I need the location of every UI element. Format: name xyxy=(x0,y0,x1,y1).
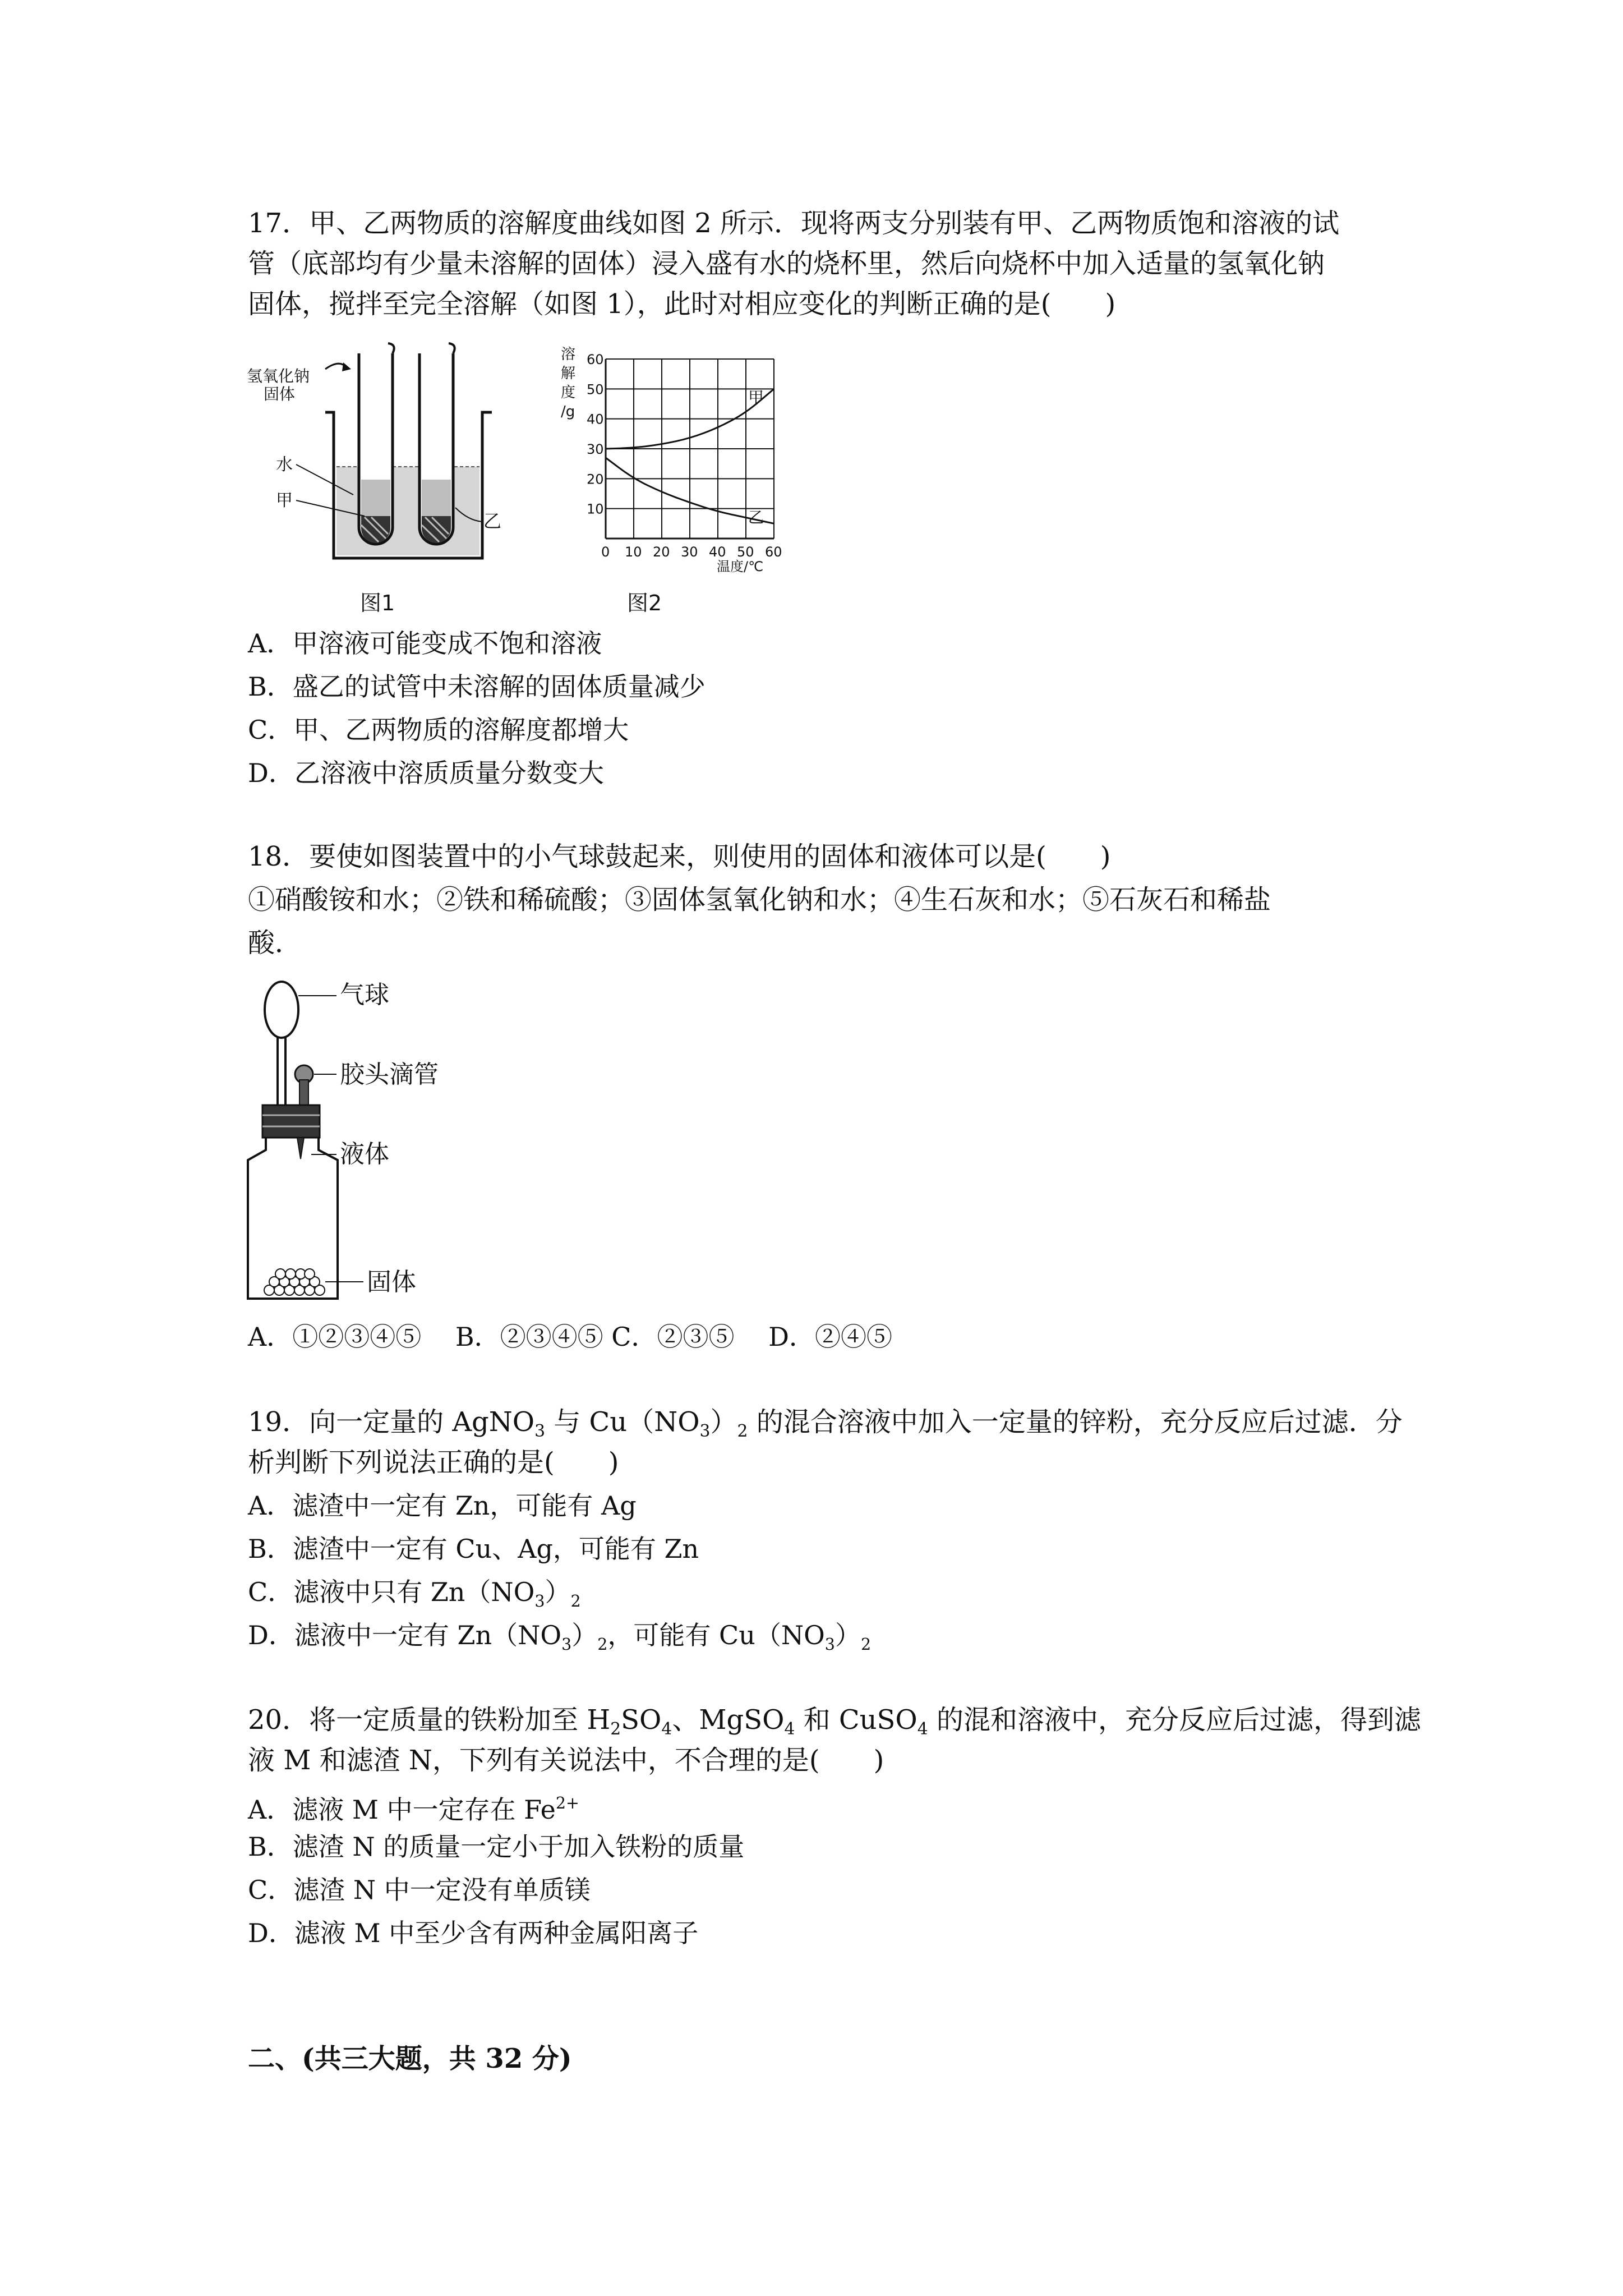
fig1-arrow-head xyxy=(342,362,351,371)
balloon-icon xyxy=(265,982,298,1038)
q19-option-d: D．滤液中一定有 $Zn(NO_3)_2$，可能有 $Cu(NO_3)_2$ xyxy=(248,1620,872,1654)
q18-stem-line-1: 18．要使如图装置中的小气球鼓起来，则使用的固体和液体可以是( ) xyxy=(248,841,1111,872)
chart-y-tick-label: 40 xyxy=(587,411,604,427)
chart-x-tick-label: 30 xyxy=(681,544,698,560)
q20-option-b: B．滤渣 N 的质量一定小于加入铁粉的质量 xyxy=(248,1832,745,1862)
chart-x-tick-label: 20 xyxy=(653,544,670,560)
chart-series-label-yi: 乙 xyxy=(748,508,764,527)
q19-option-a: A．滤渣中一定有 Zn，可能有 Ag xyxy=(248,1490,637,1521)
dropper-tip xyxy=(297,1138,304,1159)
q19-stem-line-2: 析判断下列说法正确的是( ) xyxy=(248,1447,619,1478)
q20-stem-line-2: 液 M 和滤渣 N，下列有关说法中，不合理的是( ) xyxy=(248,1745,884,1776)
chart-x-tick-label: 40 xyxy=(709,544,726,560)
q20-option-c: C．滤渣 N 中一定没有单质镁 xyxy=(248,1875,591,1905)
fig1-label-yi: 乙 xyxy=(483,510,502,532)
chart-x-tick-label: 0 xyxy=(601,544,610,560)
q17-stem-line-2: 管（底部均有少量未溶解的固体）浸入盛有水的烧杯里，然后向烧杯中加入适量的氢氧化钠 xyxy=(248,248,1325,279)
q17-option-b: B．盛乙的试管中未溶解的固体质量减少 xyxy=(248,671,706,702)
q19-option-b: B．滤渣中一定有 Cu、Ag，可能有 Zn xyxy=(248,1534,699,1564)
fig1-label-naoh-2: 固体 xyxy=(264,385,296,403)
q18-apparatus-figure xyxy=(241,965,533,1313)
q20-option-d: D．滤液 M 中至少含有两种金属阳离子 xyxy=(248,1918,699,1948)
section-2-heading: 二、(共三大题，共 32 分) xyxy=(248,2043,572,2074)
chart-y-tick-label: 10 xyxy=(587,501,604,517)
q18-stem-line-2: ①硝酸铵和水；②铁和稀硫酸；③固体氢氧化钠和水；④生石灰和水；⑤石灰石和稀盐 xyxy=(248,884,1271,915)
chart-caption: 图2 xyxy=(627,591,662,615)
q18-stem-line-3: 酸． xyxy=(248,927,302,959)
q18-options: A．①②③④⑤ B．②③④⑤ C．②③⑤ D．②④⑤ xyxy=(248,1322,892,1352)
stopper xyxy=(262,1105,320,1138)
q20-option-a: A．滤液 M 中一定存在 $Fe^{2+}$ xyxy=(248,1794,579,1825)
q17-stem-line-3: 固体，搅拌至完全溶解（如图 1），此时对相应变化的判断正确的是( ) xyxy=(248,288,1116,320)
solid-pellets xyxy=(264,1269,325,1295)
chart-y-tick-label: 60 xyxy=(587,352,604,367)
q17-option-c: C．甲、乙两物质的溶解度都增大 xyxy=(248,715,629,745)
chart-x-tick-label: 60 xyxy=(765,544,782,560)
chart-ylabel-3: 度 xyxy=(561,384,576,401)
q19-option-c: C．滤液中只有 $Zn(NO_3)_2$ xyxy=(248,1577,581,1611)
q17-figure-2-chart xyxy=(561,337,852,628)
fig1-label-jia: 甲 xyxy=(276,491,293,510)
chart-x-tick-label: 10 xyxy=(625,544,642,560)
chart-series-label-jia: 甲 xyxy=(748,388,764,407)
q19-stem-line-1: 19．向一定量的 AgNO$_3$ 与 $Cu(NO_3)_2$ 的混合溶液中加入一定量的锌粉，充分反应后过滤．分 xyxy=(248,1406,1403,1441)
q17-option-a: A．甲溶液可能变成不饱和溶液 xyxy=(248,628,602,659)
q17-figure-1 xyxy=(241,337,555,628)
chart-ylabel-4: /g xyxy=(561,403,575,420)
chart-x-tick-label: 50 xyxy=(737,544,754,560)
q20-stem-line-1: 20．将一定质量的铁粉加至 $H_2SO_4$、MgSO$_4$ 和 CuSO$_4$ 的混和溶液中，充分反应后过滤，得到滤 xyxy=(248,1704,1421,1739)
q18-label-liquid: 液体 xyxy=(340,1140,389,1168)
q18-label-balloon: 气球 xyxy=(340,981,389,1009)
q18-label-solid: 固体 xyxy=(367,1268,416,1296)
chart-ylabel-1: 溶 xyxy=(561,346,576,363)
chart-xlabel: 温度/℃ xyxy=(717,559,764,574)
fig1-caption: 图1 xyxy=(360,591,395,615)
q17-stem-line-1: 17．甲、乙两物质的溶解度曲线如图 2 所示．现将两支分别装有甲、乙两物质饱和溶液的试 xyxy=(248,208,1340,239)
chart-y-tick-label: 50 xyxy=(587,381,604,398)
q18-label-dropper: 胶头滴管 xyxy=(340,1060,439,1089)
chart-y-tick-label: 30 xyxy=(587,441,604,457)
chart-y-tick-label: 20 xyxy=(587,471,604,487)
fig1-label-naoh-1: 氢氧化钠 xyxy=(247,367,310,385)
chart-ylabel-2: 解 xyxy=(561,365,576,382)
fig1-label-water: 水 xyxy=(276,455,293,475)
q17-option-d: D．乙溶液中溶质质量分数变大 xyxy=(248,758,604,788)
